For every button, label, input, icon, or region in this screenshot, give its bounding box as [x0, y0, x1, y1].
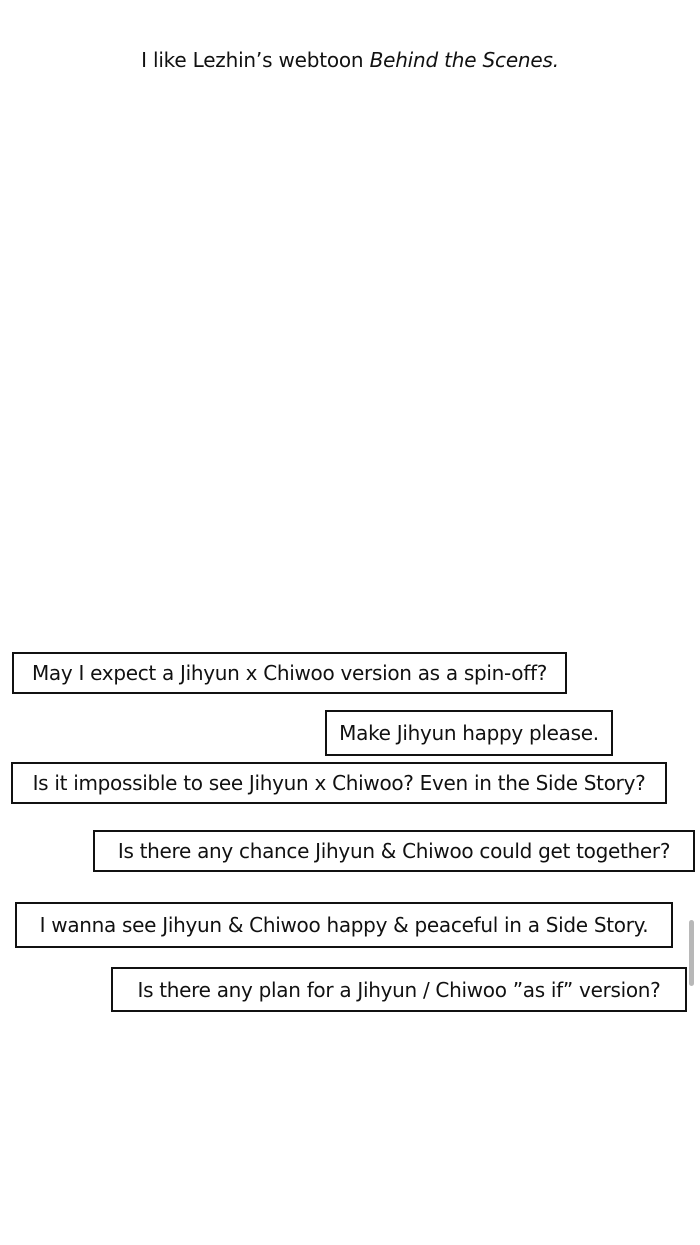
comment-box: [15, 902, 673, 948]
comment-text: Is there any chance Jihyun & Chiwoo could get together?: [117, 839, 671, 863]
comment-text: Is it impossible to see Jihyun x Chiwoo? Even in the Side Story?: [32, 771, 646, 795]
page-heading: [0, 48, 700, 72]
comment-box: [12, 652, 567, 694]
comment-box: [111, 967, 687, 1012]
comment-text: I wanna see Jihyun & Chiwoo happy & peaceful in a Side Story.: [39, 913, 649, 937]
scrollbar-thumb[interactable]: [689, 920, 694, 986]
webtoon-title: Behind the Scenes.: [369, 48, 559, 72]
comment-text: May I expect a Jihyun x Chiwoo version as a spin-off?: [31, 661, 548, 685]
comment-text: Is there any plan for a Jihyun / Chiwoo ”as if” version?: [137, 977, 661, 1002]
comment-box: [93, 830, 695, 872]
comment-box: [325, 710, 613, 756]
comment-box: [11, 762, 667, 804]
heading-prefix: I like Lezhin’s webtoon: [141, 48, 370, 72]
comment-text: Make Jihyun happy please.: [339, 721, 599, 745]
